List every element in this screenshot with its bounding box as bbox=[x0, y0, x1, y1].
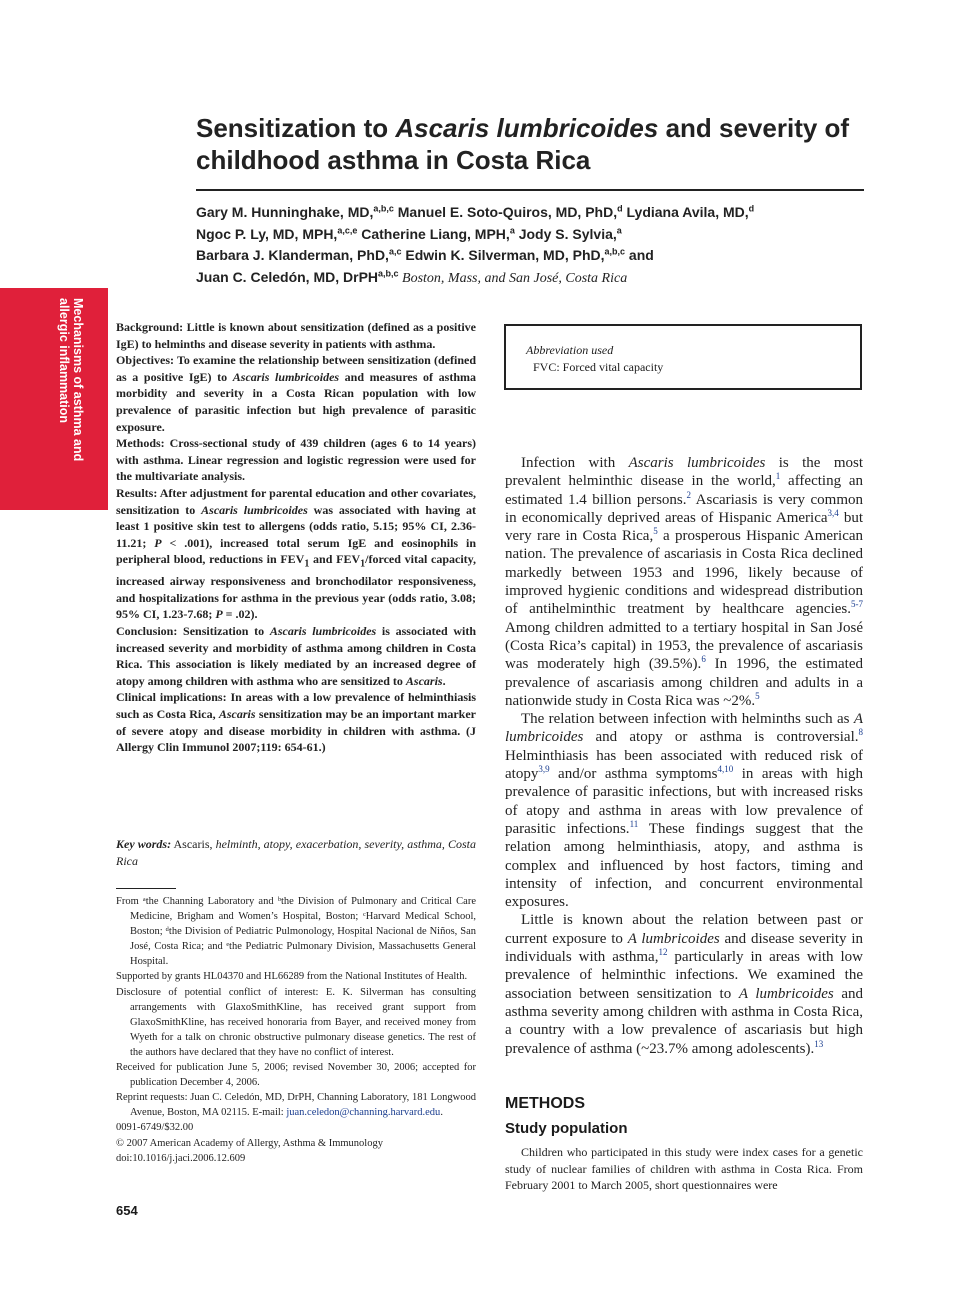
methods-heading: METHODS bbox=[505, 1095, 585, 1112]
body-paragraph: Little is known about the relation between past or current exposure to A lumbricoides and disease severity in individuals with asthma,$^{12}$ particularly in areas with low prevalence of helminthic infections. We examined the association between sensitization to A lumbricoides and asthma severity among children with asthma in Costa Rica, a country with a low prevalence of ascariasis but high prevalence of asthma (~23.7% among adolescents).$^{13}$ bbox=[505, 912, 864, 1057]
keywords: Key words: Ascaris, helminth, atopy, exacerbation, severity, asthma, Costa Rica bbox=[116, 837, 477, 868]
abbreviation-title: Abbreviation used bbox=[526, 343, 614, 357]
email-link[interactable]: juan.celedon@channing.harvard.edu bbox=[286, 1107, 441, 1119]
abstract-objectives: Objectives: To examine the relationship between sensitization (defined as a positive IgE) to Ascaris lumbricoides and measures of asthma morbidity and severity in a Costa Rican population with low prevalence of parasitic infection but high prevalence of parasitic exposure. bbox=[116, 353, 476, 434]
abstract-methods: Methods: Cross-sectional study of 439 children (ages 6 to 14 years) with asthma. Linear regression and logistic regression were used for the multivariate analysis. bbox=[116, 436, 476, 484]
footnote-received: Received for publication June 5, 2006; revised November 30, 2006; accepted for publication December 4, 2006. bbox=[116, 1062, 476, 1089]
study-population-heading: Study population bbox=[505, 1120, 628, 1137]
abstract-results: Results: After adjustment for parental education and other covariates, sensitization to Ascaris lumbricoides was associated with having at least 1 positive skin test to allergens (odds ratio, 5.15; 95% CI, 2.36-11.21; P < .001), increased total serum IgE and eosinophils in peripheral blood, reductions in $FEV_1$ and $FEV_1$/forced vital capacity, increased airway responsiveness and bronchodilator responsiveness, and hospitalizations for asthma in the previous year (odds ratio, 3.08; 95% CI, 1.23-7.68; P = .02). bbox=[116, 485, 476, 622]
introduction-text bbox=[505, 454, 863, 1058]
footnote-reprint: Reprint requests: Juan C. Celedón, MD, DrPH, Channing Laboratory, 181 Longwood Avenue, Boston, MA 02115. E-mail: juan.celedon@channing.harvard.edu. bbox=[116, 1092, 476, 1119]
footnote-copyright: © 2007 American Academy of Allergy, Asthma & Immunology bbox=[116, 1137, 383, 1149]
title-divider bbox=[196, 189, 864, 191]
abstract bbox=[116, 319, 476, 756]
footnote-affiliations: From ᵃthe Channing Laboratory and ᵇthe Division of Pulmonary and Critical Care Medicine, Brigham and Women’s Hospital, Boston; ᶜHarvard Medical School, Boston; ᵈthe Division of Pediatric Pulmonology, Hospital Nacional de Niños, San José, Costa Rica; and ᵉthe Pediatric Pulmonary Division, Massachusetts General Hospital. bbox=[116, 896, 476, 968]
abstract-conclusion: Conclusion: Sensitization to Ascaris lumbricoides is associated with increased severity and morbidity of asthma among children in Costa Rica. This association is likely mediated by an increased degree of atopy among children with asthma who are sensitized to Ascaris. bbox=[116, 624, 476, 688]
author-list: Gary M. Hunninghake, MD,$^{a,b,c}$ Manuel E. Soto-Quiros, MD, PhD,$^d$ Lydiana Avila, MD,$^d$ Ngoc P. Ly, MD, MPH,$^{a,c,e}$ Catherine Liang, MPH,$^a$ Jody S. Sylvia,$^a$ Barbara J. Klanderman, PhD,$^{a,c}$ Edwin K. Silverman, MD, PhD,$^{a,b,c}$ and Juan C. Celedón, MD, DrPH$^{a,b,c}$ Boston, Mass, and San José, Costa Rica bbox=[196, 203, 755, 287]
page-number: 654 bbox=[116, 1203, 138, 1218]
footnotes bbox=[116, 894, 476, 1166]
footnote-disclosure: Disclosure of potential conflict of interest: E. K. Silverman has consulting arrangements with GlaxoSmithKline, has received grant support from GlaxoSmithKline, has received honoraria from Bayer, and received money from Wyeth for a talk on chronic obstructive pulmonary disease genetics. The rest of the authors have declared that they have no conflict of interest. bbox=[116, 986, 476, 1058]
abbreviation-box bbox=[504, 324, 862, 390]
article-title: Sensitization to Ascaris lumbricoides and severity of childhood asthma in Costa Rica bbox=[196, 113, 850, 175]
footnote-divider bbox=[116, 888, 176, 889]
author-location: Boston, Mass, and San José, Costa Rica bbox=[398, 271, 628, 287]
section-side-tab bbox=[0, 288, 108, 510]
section-tab-label: Mechanisms of asthma and allergic inflammation bbox=[57, 298, 85, 462]
abstract-clinical-implications: Clinical implications: In areas with a low prevalence of helminthiasis such as Costa Rica, Ascaris sensitization may be an important marker of severe atopy and disease morbidity in children with asthma. (J Allergy Clin Immunol 2007;119: 654-61.) bbox=[116, 690, 477, 755]
body-paragraph: The relation between infection with helminths such as A lumbricoides and atopy or asthma is controversial.$^8$ Helminthiasis has been associated with reduced risk of atopy$^{3,9}$ and/or asthma symptoms$^{4,10}$ in areas with high prevalence of parasitic infections, but with increased risks of atopy and asthma in areas with low prevalence of parasitic infections.$^{11}$ These findings suggest that the relation among helminthiasis, atopy, and asthma is complex and influenced by host factors, timing and intensity of infection, and concurrent environmental exposures. bbox=[505, 711, 863, 911]
footnote-funding: Supported by grants HL04370 and HL66289 from the National Institutes of Health. bbox=[116, 971, 468, 983]
footnote-doi: doi:10.1016/j.jaci.2006.12.609 bbox=[116, 1152, 246, 1164]
body-paragraph: Infection with Ascaris lumbricoides is the most prevalent helminthic disease in the world,$^1$ affecting an estimated 1.4 billion persons.$^2$ Ascariasis is very common in economically deprived areas of Hispanic America$^{3,4}$ but very rare in Costa Rica,$^5$ a prosperous Hispanic American nation. The prevalence of ascariasis in Costa Rica declined markedly between 1953 and 1996, likely because of improved hygienic conditions and widespread distribution of antihelminthic treatment by healthcare agencies.$^{5-7}$ Among children admitted to a tertiary hospital in San José (Costa Rica’s capital) in 1953, the prevalence of ascariasis was moderately high (39.5%).$^6$ In 1996, the estimated prevalence of ascariasis among children and adults in a nationwide study in Costa Rica was ~2%.$^5$ bbox=[505, 455, 864, 709]
abstract-background: Background: Little is known about sensitization (defined as a positive IgE) to helminths and disease severity in patients with asthma. bbox=[116, 320, 476, 351]
abbreviation-item: FVC: Forced vital capacity bbox=[533, 360, 664, 374]
methods-paragraph: Children who participated in this study were index cases for a genetic study of nuclear families of children with asthma in Costa Rica. From February 2001 to March 2005, short questionnaires were bbox=[505, 1145, 863, 1193]
footnote-issn: 0091-6749/$32.00 bbox=[116, 1122, 194, 1134]
